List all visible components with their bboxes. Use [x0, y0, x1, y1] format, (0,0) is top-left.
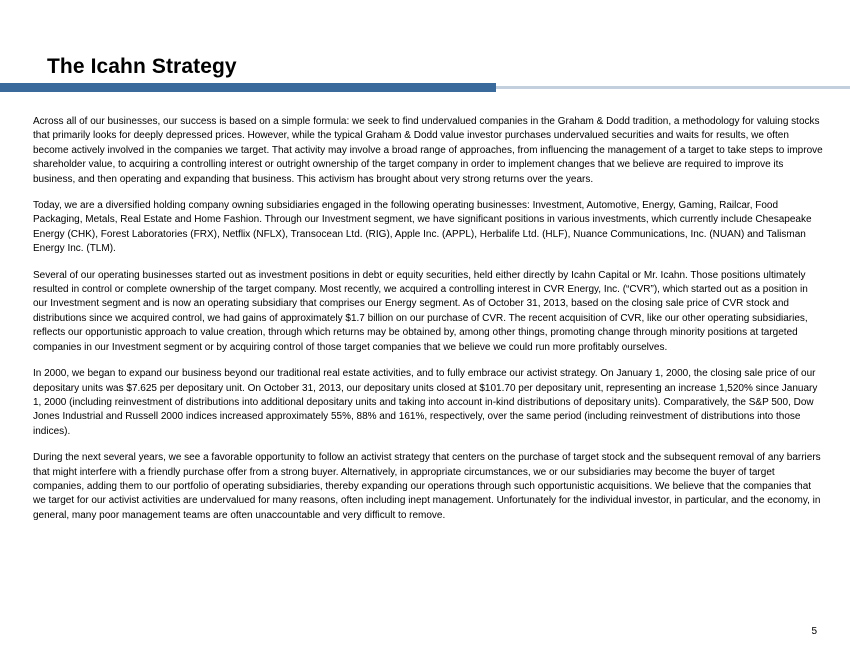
- paragraph-performance-since-2000: In 2000, we began to expand our business beyond our traditional real estate activities, and to fully embrace our activist strategy. On January 1, 2000, the closing sale price of our depositary units was $7.625 per depositary unit. On October 31, 2013, our depositary units closed at $101.70 per depositary unit, representing an increase 1,520% since January 1, 2000 (including reinvestment of distributions into additional depositary units and taking into account in-kind distributions of depositary units). Comparatively, the S&P 500, Dow Jones Industrial and Russell 2000 indices increased approximately 55%, 88% and 161%, respectively, over the same period (including reinvestment of distributions into those indices).: [33, 368, 818, 437]
- paragraph-future-opportunity: During the next several years, we see a favorable opportunity to follow an activist strategy that centers on the purchase of target stock and the subsequent removal of any barriers that might interfere with a friendly purchase offer from a strong buyer. Alternatively, in appropriate circumstances, we or our subsidiaries may become the buyer of target companies, adding them to our portfolio of operating subsidiaries, thereby expanding our operations through such opportunistic acquisitions. We believe that the companies that we target for our activist activities are undervalued for many reasons, often including inept management. Unfortunately for the individual investor, in particular, and the economy, in general, many poor management teams are often unaccountable and very difficult to remove.: [33, 452, 821, 521]
- title-bar-light-segment: [496, 86, 850, 89]
- paragraph-operating-businesses: Several of our operating businesses started out as investment positions in debt or equity securities, held either directly by Icahn Capital or Mr. Icahn. Those positions ultimately resulted in control or complete ownership of the target company. Most recently, we acquired a controlling interest in CVR Energy, Inc. (“CVR”), which started out as a position in our Investment segment and is now an operating subsidiary that comprises our Energy segment. As of October 31, 2013, based on the closing sale price of CVR stock and distributions since we acquired control, we had gains of approximately $1.7 billion on our purchase of CVR. The recent acquisition of CVR, like our other operating subsidiaries, reflects our opportunistic approach to value creation, through which returns may be obtained by, among other things, promoting change through minority positions at targeted companies in our Investment segment or by acquiring control of those target companies that we believe we could run more profitably ourselves.: [33, 269, 808, 353]
- body-text: [33, 115, 823, 535]
- page-title: The Icahn Strategy: [47, 55, 237, 78]
- paragraph-strategy-overview: Across all of our businesses, our success is based on a simple formula: we seek to find undervalued companies in the Graham & Dodd tradition, a methodology for valuing stocks that primarily looks for deeply depressed prices. However, while the typical Graham & Dodd value investor purchases undervalued securities and waits for results, we often become actively involved in the companies we target. That activity may involve a broad range of approaches, from influencing the management of a target to take steps to improve shareholder value, to acquiring a controlling interest or outright ownership of the target company in order to implement changes that we believe are required to improve its business, and then operating and expanding that business. This activism has brought about very strong returns over the years.: [33, 116, 823, 185]
- page-number: 5: [811, 626, 817, 637]
- title-underline-bar: [0, 83, 850, 92]
- paragraph-holding-company: Today, we are a diversified holding company owning subsidiaries engaged in the following operating businesses: Investment, Automotive, Energy, Gaming, Railcar, Food Packaging, Metals, Real Estate and Home Fashion. Through our Investment segment, we have significant positions in various investments, which currently include Chesapeake Energy (CHK), Forest Laboratories (FRX), Netflix (NFLX), Transocean Ltd. (RIG), Apple Inc. (APPL), Herbalife Ltd. (HLF), Nuance Communications, Inc. (NUAN) and Talisman Energy Inc. (TLM).: [33, 200, 812, 255]
- title-bar-dark-segment: [0, 83, 496, 92]
